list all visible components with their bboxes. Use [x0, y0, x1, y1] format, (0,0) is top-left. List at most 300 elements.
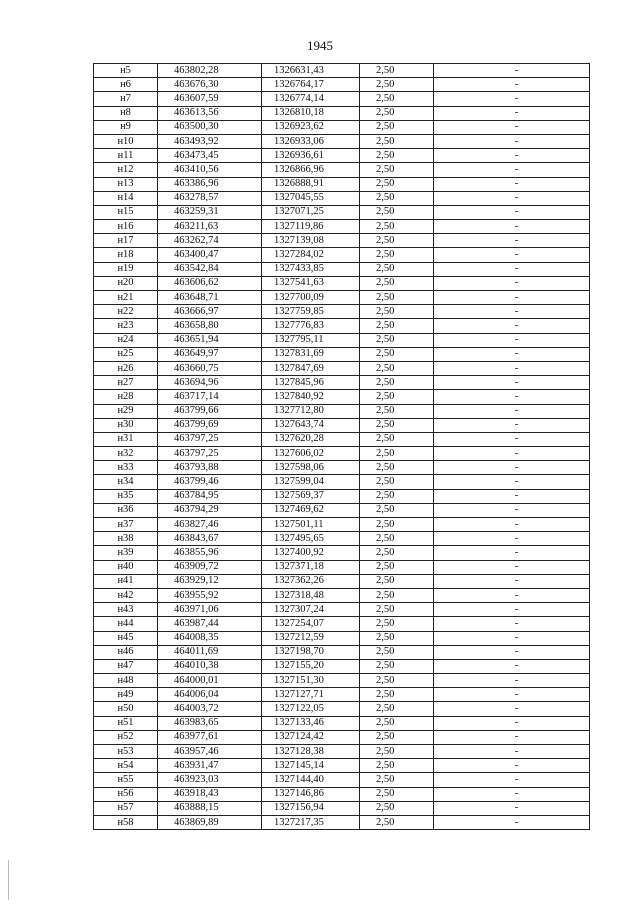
y-coordinate-cell: 1327541,63 [262, 276, 360, 290]
note-cell: - [434, 404, 590, 418]
accuracy-cell: 2,50 [360, 390, 434, 404]
table-row [94, 106, 590, 120]
table-row [94, 518, 590, 532]
accuracy-cell: 2,50 [360, 64, 434, 78]
note-cell: - [434, 645, 590, 659]
accuracy-cell: 2,50 [360, 759, 434, 773]
x-coordinate-cell: 464010,38 [158, 659, 262, 673]
accuracy-cell: 2,50 [360, 716, 434, 730]
x-coordinate-cell: 463888,15 [158, 801, 262, 815]
accuracy-cell: 2,50 [360, 745, 434, 759]
note-cell: - [434, 248, 590, 262]
point-id-cell: н54 [94, 759, 158, 773]
point-id-cell: н37 [94, 518, 158, 532]
accuracy-cell: 2,50 [360, 248, 434, 262]
table-row [94, 319, 590, 333]
table-row [94, 163, 590, 177]
y-coordinate-cell: 1326936,61 [262, 149, 360, 163]
point-id-cell: н41 [94, 574, 158, 588]
accuracy-cell: 2,50 [360, 815, 434, 829]
page-number: 1945 [307, 38, 333, 53]
margin-mark [8, 860, 9, 900]
note-cell: - [434, 489, 590, 503]
table-row [94, 787, 590, 801]
note-cell: - [434, 134, 590, 148]
accuracy-cell: 2,50 [360, 361, 434, 375]
table-row [94, 92, 590, 106]
accuracy-cell: 2,50 [360, 588, 434, 602]
y-coordinate-cell: 1327599,04 [262, 475, 360, 489]
note-cell: - [434, 518, 590, 532]
x-coordinate-cell: 463869,89 [158, 815, 262, 829]
note-cell: - [434, 688, 590, 702]
y-coordinate-cell: 1327847,69 [262, 361, 360, 375]
accuracy-cell: 2,50 [360, 461, 434, 475]
note-cell: - [434, 716, 590, 730]
y-coordinate-cell: 1327124,42 [262, 730, 360, 744]
y-coordinate-cell: 1326866,96 [262, 163, 360, 177]
point-id-cell: н40 [94, 560, 158, 574]
x-coordinate-cell: 463613,56 [158, 106, 262, 120]
note-cell: - [434, 191, 590, 205]
note-cell: - [434, 291, 590, 305]
accuracy-cell: 2,50 [360, 177, 434, 191]
table-row [94, 376, 590, 390]
y-coordinate-cell: 1327606,02 [262, 447, 360, 461]
note-cell: - [434, 205, 590, 219]
point-id-cell: н8 [94, 106, 158, 120]
x-coordinate-cell: 463694,96 [158, 376, 262, 390]
x-coordinate-cell: 463493,92 [158, 134, 262, 148]
note-cell: - [434, 759, 590, 773]
point-id-cell: н33 [94, 461, 158, 475]
x-coordinate-cell: 463658,80 [158, 319, 262, 333]
note-cell: - [434, 815, 590, 829]
y-coordinate-cell: 1327127,71 [262, 688, 360, 702]
coordinates-table [93, 63, 590, 830]
x-coordinate-cell: 463660,75 [158, 361, 262, 375]
x-coordinate-cell: 463983,65 [158, 716, 262, 730]
y-coordinate-cell: 1326933,06 [262, 134, 360, 148]
y-coordinate-cell: 1327122,05 [262, 702, 360, 716]
accuracy-cell: 2,50 [360, 787, 434, 801]
y-coordinate-cell: 1327759,85 [262, 305, 360, 319]
y-coordinate-cell: 1327831,69 [262, 347, 360, 361]
accuracy-cell: 2,50 [360, 631, 434, 645]
y-coordinate-cell: 1326923,62 [262, 120, 360, 134]
accuracy-cell: 2,50 [360, 432, 434, 446]
accuracy-cell: 2,50 [360, 234, 434, 248]
accuracy-cell: 2,50 [360, 191, 434, 205]
table-row [94, 276, 590, 290]
point-id-cell: н30 [94, 418, 158, 432]
accuracy-cell: 2,50 [360, 404, 434, 418]
y-coordinate-cell: 1326631,43 [262, 64, 360, 78]
x-coordinate-cell: 463793,88 [158, 461, 262, 475]
accuracy-cell: 2,50 [360, 92, 434, 106]
note-cell: - [434, 276, 590, 290]
x-coordinate-cell: 463987,44 [158, 617, 262, 631]
accuracy-cell: 2,50 [360, 305, 434, 319]
table-row [94, 645, 590, 659]
note-cell: - [434, 432, 590, 446]
note-cell: - [434, 546, 590, 560]
x-coordinate-cell: 463827,46 [158, 518, 262, 532]
y-coordinate-cell: 1327620,28 [262, 432, 360, 446]
table-row [94, 220, 590, 234]
x-coordinate-cell: 463606,62 [158, 276, 262, 290]
y-coordinate-cell: 1327643,74 [262, 418, 360, 432]
note-cell: - [434, 532, 590, 546]
note-cell: - [434, 447, 590, 461]
note-cell: - [434, 730, 590, 744]
point-id-cell: н14 [94, 191, 158, 205]
note-cell: - [434, 163, 590, 177]
point-id-cell: н9 [94, 120, 158, 134]
accuracy-cell: 2,50 [360, 134, 434, 148]
x-coordinate-cell: 463802,28 [158, 64, 262, 78]
x-coordinate-cell: 463410,56 [158, 163, 262, 177]
note-cell: - [434, 390, 590, 404]
y-coordinate-cell: 1327151,30 [262, 674, 360, 688]
table-row [94, 361, 590, 375]
point-id-cell: н28 [94, 390, 158, 404]
y-coordinate-cell: 1327318,48 [262, 588, 360, 602]
note-cell: - [434, 220, 590, 234]
x-coordinate-cell: 463977,61 [158, 730, 262, 744]
x-coordinate-cell: 463909,72 [158, 560, 262, 574]
note-cell: - [434, 787, 590, 801]
point-id-cell: н23 [94, 319, 158, 333]
y-coordinate-cell: 1326888,91 [262, 177, 360, 191]
accuracy-cell: 2,50 [360, 333, 434, 347]
accuracy-cell: 2,50 [360, 475, 434, 489]
table-row [94, 560, 590, 574]
x-coordinate-cell: 463799,66 [158, 404, 262, 418]
table-row [94, 489, 590, 503]
accuracy-cell: 2,50 [360, 688, 434, 702]
point-id-cell: н5 [94, 64, 158, 78]
note-cell: - [434, 801, 590, 815]
x-coordinate-cell: 463473,45 [158, 149, 262, 163]
accuracy-cell: 2,50 [360, 518, 434, 532]
point-id-cell: н49 [94, 688, 158, 702]
y-coordinate-cell: 1327307,24 [262, 603, 360, 617]
note-cell: - [434, 361, 590, 375]
y-coordinate-cell: 1327501,11 [262, 518, 360, 532]
point-id-cell: н27 [94, 376, 158, 390]
y-coordinate-cell: 1327128,38 [262, 745, 360, 759]
point-id-cell: н52 [94, 730, 158, 744]
table-row [94, 759, 590, 773]
table-row [94, 64, 590, 78]
point-id-cell: н34 [94, 475, 158, 489]
note-cell: - [434, 106, 590, 120]
point-id-cell: н26 [94, 361, 158, 375]
note-cell: - [434, 305, 590, 319]
x-coordinate-cell: 464000,01 [158, 674, 262, 688]
x-coordinate-cell: 463784,95 [158, 489, 262, 503]
accuracy-cell: 2,50 [360, 376, 434, 390]
note-cell: - [434, 376, 590, 390]
accuracy-cell: 2,50 [360, 276, 434, 290]
accuracy-cell: 2,50 [360, 532, 434, 546]
accuracy-cell: 2,50 [360, 730, 434, 744]
x-coordinate-cell: 464006,04 [158, 688, 262, 702]
accuracy-cell: 2,50 [360, 617, 434, 631]
x-coordinate-cell: 463542,84 [158, 262, 262, 276]
table-row [94, 404, 590, 418]
table-row [94, 631, 590, 645]
accuracy-cell: 2,50 [360, 262, 434, 276]
point-id-cell: н10 [94, 134, 158, 148]
point-id-cell: н17 [94, 234, 158, 248]
table-row [94, 333, 590, 347]
point-id-cell: н48 [94, 674, 158, 688]
note-cell: - [434, 92, 590, 106]
y-coordinate-cell: 1327712,80 [262, 404, 360, 418]
x-coordinate-cell: 463918,43 [158, 787, 262, 801]
point-id-cell: н11 [94, 149, 158, 163]
note-cell: - [434, 333, 590, 347]
y-coordinate-cell: 1327144,40 [262, 773, 360, 787]
point-id-cell: н56 [94, 787, 158, 801]
table-row [94, 532, 590, 546]
x-coordinate-cell: 463211,63 [158, 220, 262, 234]
point-id-cell: н45 [94, 631, 158, 645]
note-cell: - [434, 503, 590, 517]
accuracy-cell: 2,50 [360, 603, 434, 617]
table-row [94, 262, 590, 276]
note-cell: - [434, 631, 590, 645]
table-row [94, 617, 590, 631]
y-coordinate-cell: 1327495,65 [262, 532, 360, 546]
point-id-cell: н38 [94, 532, 158, 546]
note-cell: - [434, 78, 590, 92]
accuracy-cell: 2,50 [360, 801, 434, 815]
note-cell: - [434, 560, 590, 574]
accuracy-cell: 2,50 [360, 489, 434, 503]
point-id-cell: н43 [94, 603, 158, 617]
note-cell: - [434, 120, 590, 134]
accuracy-cell: 2,50 [360, 418, 434, 432]
y-coordinate-cell: 1327433,85 [262, 262, 360, 276]
note-cell: - [434, 773, 590, 787]
y-coordinate-cell: 1327400,92 [262, 546, 360, 560]
y-coordinate-cell: 1327569,37 [262, 489, 360, 503]
note-cell: - [434, 475, 590, 489]
x-coordinate-cell: 463957,46 [158, 745, 262, 759]
y-coordinate-cell: 1327845,96 [262, 376, 360, 390]
point-id-cell: н24 [94, 333, 158, 347]
point-id-cell: н13 [94, 177, 158, 191]
point-id-cell: н47 [94, 659, 158, 673]
point-id-cell: н29 [94, 404, 158, 418]
accuracy-cell: 2,50 [360, 163, 434, 177]
note-cell: - [434, 461, 590, 475]
x-coordinate-cell: 463649,97 [158, 347, 262, 361]
y-coordinate-cell: 1327598,06 [262, 461, 360, 475]
point-id-cell: н39 [94, 546, 158, 560]
note-cell: - [434, 745, 590, 759]
x-coordinate-cell: 463278,57 [158, 191, 262, 205]
point-id-cell: н25 [94, 347, 158, 361]
table-row [94, 177, 590, 191]
table-row [94, 390, 590, 404]
y-coordinate-cell: 1327045,55 [262, 191, 360, 205]
y-coordinate-cell: 1327212,59 [262, 631, 360, 645]
accuracy-cell: 2,50 [360, 149, 434, 163]
point-id-cell: н16 [94, 220, 158, 234]
note-cell: - [434, 347, 590, 361]
accuracy-cell: 2,50 [360, 447, 434, 461]
y-coordinate-cell: 1326764,17 [262, 78, 360, 92]
table-row [94, 659, 590, 673]
point-id-cell: н46 [94, 645, 158, 659]
table-row [94, 702, 590, 716]
point-id-cell: н51 [94, 716, 158, 730]
y-coordinate-cell: 1327469,62 [262, 503, 360, 517]
accuracy-cell: 2,50 [360, 347, 434, 361]
table-row [94, 546, 590, 560]
note-cell: - [434, 574, 590, 588]
y-coordinate-cell: 1327284,02 [262, 248, 360, 262]
point-id-cell: н44 [94, 617, 158, 631]
table-row [94, 191, 590, 205]
coordinates-table-body [94, 64, 590, 830]
point-id-cell: н15 [94, 205, 158, 219]
x-coordinate-cell: 463717,14 [158, 390, 262, 404]
accuracy-cell: 2,50 [360, 659, 434, 673]
table-row [94, 120, 590, 134]
note-cell: - [434, 659, 590, 673]
x-coordinate-cell: 463931,47 [158, 759, 262, 773]
table-row [94, 248, 590, 262]
accuracy-cell: 2,50 [360, 78, 434, 92]
note-cell: - [434, 674, 590, 688]
y-coordinate-cell: 1327139,08 [262, 234, 360, 248]
point-id-cell: н19 [94, 262, 158, 276]
point-id-cell: н42 [94, 588, 158, 602]
accuracy-cell: 2,50 [360, 674, 434, 688]
point-id-cell: н22 [94, 305, 158, 319]
table-row [94, 205, 590, 219]
y-coordinate-cell: 1327156,94 [262, 801, 360, 815]
point-id-cell: н57 [94, 801, 158, 815]
y-coordinate-cell: 1327217,35 [262, 815, 360, 829]
table-row [94, 291, 590, 305]
x-coordinate-cell: 463955,92 [158, 588, 262, 602]
y-coordinate-cell: 1327371,18 [262, 560, 360, 574]
table-row [94, 745, 590, 759]
table-row [94, 503, 590, 517]
table-row [94, 461, 590, 475]
y-coordinate-cell: 1327198,70 [262, 645, 360, 659]
y-coordinate-cell: 1326774,14 [262, 92, 360, 106]
table-row [94, 716, 590, 730]
table-row [94, 574, 590, 588]
table-row [94, 305, 590, 319]
table-row [94, 134, 590, 148]
point-id-cell: н32 [94, 447, 158, 461]
note-cell: - [434, 418, 590, 432]
y-coordinate-cell: 1327700,09 [262, 291, 360, 305]
x-coordinate-cell: 463648,71 [158, 291, 262, 305]
y-coordinate-cell: 1327840,92 [262, 390, 360, 404]
table-row [94, 447, 590, 461]
point-id-cell: н12 [94, 163, 158, 177]
y-coordinate-cell: 1327145,14 [262, 759, 360, 773]
y-coordinate-cell: 1327133,46 [262, 716, 360, 730]
note-cell: - [434, 234, 590, 248]
x-coordinate-cell: 463971,06 [158, 603, 262, 617]
table-row [94, 588, 590, 602]
accuracy-cell: 2,50 [360, 291, 434, 305]
table-row [94, 149, 590, 163]
point-id-cell: н58 [94, 815, 158, 829]
note-cell: - [434, 149, 590, 163]
x-coordinate-cell: 463794,29 [158, 503, 262, 517]
table-row [94, 347, 590, 361]
point-id-cell: н20 [94, 276, 158, 290]
y-coordinate-cell: 1327071,25 [262, 205, 360, 219]
y-coordinate-cell: 1327362,26 [262, 574, 360, 588]
x-coordinate-cell: 463799,46 [158, 475, 262, 489]
note-cell: - [434, 262, 590, 276]
accuracy-cell: 2,50 [360, 645, 434, 659]
table-row [94, 78, 590, 92]
accuracy-cell: 2,50 [360, 106, 434, 120]
accuracy-cell: 2,50 [360, 503, 434, 517]
point-id-cell: н7 [94, 92, 158, 106]
accuracy-cell: 2,50 [360, 546, 434, 560]
accuracy-cell: 2,50 [360, 120, 434, 134]
y-coordinate-cell: 1327119,86 [262, 220, 360, 234]
x-coordinate-cell: 464003,72 [158, 702, 262, 716]
table-row [94, 234, 590, 248]
accuracy-cell: 2,50 [360, 702, 434, 716]
point-id-cell: н18 [94, 248, 158, 262]
x-coordinate-cell: 463923,03 [158, 773, 262, 787]
y-coordinate-cell: 1327146,86 [262, 787, 360, 801]
table-row [94, 418, 590, 432]
point-id-cell: н6 [94, 78, 158, 92]
x-coordinate-cell: 463676,30 [158, 78, 262, 92]
x-coordinate-cell: 463386,96 [158, 177, 262, 191]
x-coordinate-cell: 463929,12 [158, 574, 262, 588]
note-cell: - [434, 588, 590, 602]
x-coordinate-cell: 463607,59 [158, 92, 262, 106]
point-id-cell: н55 [94, 773, 158, 787]
x-coordinate-cell: 464011,69 [158, 645, 262, 659]
y-coordinate-cell: 1326810,18 [262, 106, 360, 120]
table-row [94, 432, 590, 446]
point-id-cell: н31 [94, 432, 158, 446]
table-row [94, 475, 590, 489]
table-row [94, 815, 590, 829]
accuracy-cell: 2,50 [360, 220, 434, 234]
table-row [94, 688, 590, 702]
point-id-cell: н36 [94, 503, 158, 517]
note-cell: - [434, 64, 590, 78]
note-cell: - [434, 617, 590, 631]
y-coordinate-cell: 1327155,20 [262, 659, 360, 673]
x-coordinate-cell: 463651,94 [158, 333, 262, 347]
x-coordinate-cell: 463666,97 [158, 305, 262, 319]
point-id-cell: н50 [94, 702, 158, 716]
x-coordinate-cell: 463843,67 [158, 532, 262, 546]
note-cell: - [434, 319, 590, 333]
